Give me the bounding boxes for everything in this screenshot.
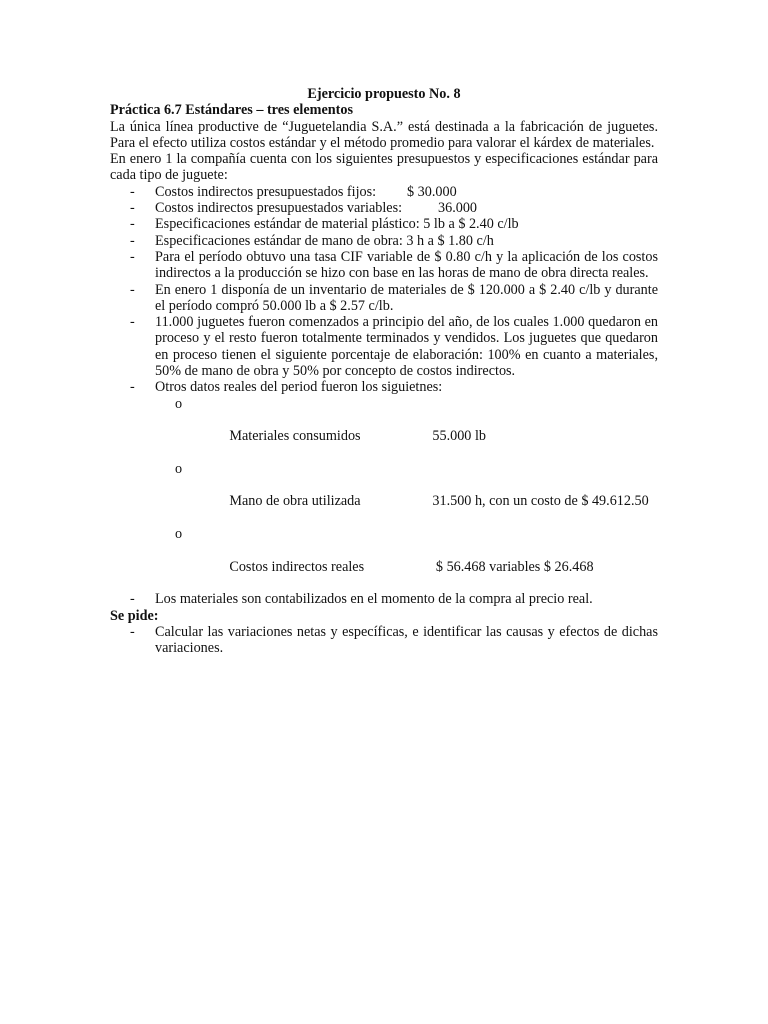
real-data-label: Costos indirectos reales (229, 558, 365, 575)
task-list (110, 624, 658, 657)
document-body (110, 86, 658, 656)
context-paragraph: En enero 1 la compañía cuenta con los siguientes presupuestos y especificaciones estándar para cada tipo de juguete: (110, 151, 658, 184)
real-data-value: $ 56.468 variables $ 26.468 (432, 558, 594, 575)
list-item-text: 11.000 juguetes fueron comenzados a principio del año, de los cuales 1.000 quedaron en proceso y el resto fueron totalmente terminados y vendidos. Los juguetes que quedaron en proceso tienen el siguiente porcentaje de elaboración: 100% en cuanto a materiales, 50% de mano de obra y 50% por concepto de costos indirectos. (155, 314, 658, 380)
bullet-dash: - (130, 379, 135, 396)
list-item-text: Otros datos reales del period fueron los siguietnes: (155, 379, 443, 396)
bullet-circle: o (175, 526, 183, 543)
bullet-dash: - (130, 183, 135, 200)
list-item-text: Los materiales son contabilizados en el momento de la compra al precio real. (155, 591, 593, 608)
budget-fixed-label: Costos indirectos presupuestados fijos: (155, 183, 377, 200)
bullet-dash: - (130, 591, 135, 608)
list-item-text: Especificaciones estándar de mano de obra: 3 h a $ 1.80 c/h (155, 232, 494, 249)
budget-variable-value: 36.000 (438, 200, 478, 217)
list-item (110, 249, 658, 282)
bullet-dash: - (130, 216, 135, 233)
bullet-dash: - (130, 200, 135, 217)
practice-subtitle: Práctica 6.7 Estándares – tres elementos (110, 102, 353, 119)
budget-variable-label: Costos indirectos presupuestados variables: (155, 200, 403, 217)
list-item (110, 379, 658, 395)
bullet-dash: - (130, 314, 135, 331)
real-data-list (110, 396, 658, 592)
list-item (110, 591, 658, 607)
list-item (110, 624, 658, 657)
list-item-text: Calcular las variaciones netas y específicas, e identificar las causas y efectos de dichas variaciones. (155, 623, 658, 657)
bullet-dash: - (130, 248, 135, 265)
bullet-dash: - (130, 232, 135, 249)
real-data-label: Materiales consumidos (229, 428, 361, 445)
exercise-title: Ejercicio propuesto No. 8 (307, 86, 461, 102)
list-item (110, 184, 658, 200)
sub-list-item (110, 396, 658, 461)
bullet-circle: o (175, 460, 183, 477)
bullet-dash: - (130, 623, 135, 640)
list-item (110, 314, 658, 379)
sub-list-item (110, 526, 658, 591)
final-note-list (110, 591, 658, 607)
real-data-label: Mano de obra utilizada (229, 493, 361, 510)
list-item (110, 233, 658, 249)
list-item-text: En enero 1 disponía de un inventario de materiales de $ 120.000 a $ 2.40 c/lb y durante el período compró 50.000 lb a $ 2.57 c/lb. (155, 281, 658, 314)
budget-fixed-value: $ 30.000 (407, 183, 457, 200)
list-item-text: Especificaciones estándar de material plástico: 5 lb a $ 2.40 c/lb (155, 216, 519, 233)
real-data-value: 55.000 lb (432, 428, 486, 445)
bullet-dash: - (130, 281, 135, 298)
list-item (110, 282, 658, 315)
real-data-value: 31.500 h, con un costo de $ 49.612.50 (432, 493, 649, 510)
list-item (110, 216, 658, 232)
intro-paragraph: La única línea productive de “Juguetelandia S.A.” está destinada a la fabricación de juguetes. Para el efecto utiliza costos estándar y el método promedio para valorar el kárdex de materiales. (110, 118, 658, 151)
bullet-circle: o (175, 395, 183, 412)
sub-list-item (110, 461, 658, 526)
list-item-text: Para el período obtuvo una tasa CIF variable de $ 0.80 c/h y la aplicación de los costos indirectos a la producción se hizo con base en las horas de mano de obra directa reales. (155, 248, 658, 282)
specifications-list (110, 184, 658, 396)
list-item (110, 200, 658, 216)
se-pide-heading: Se pide: (110, 607, 159, 624)
